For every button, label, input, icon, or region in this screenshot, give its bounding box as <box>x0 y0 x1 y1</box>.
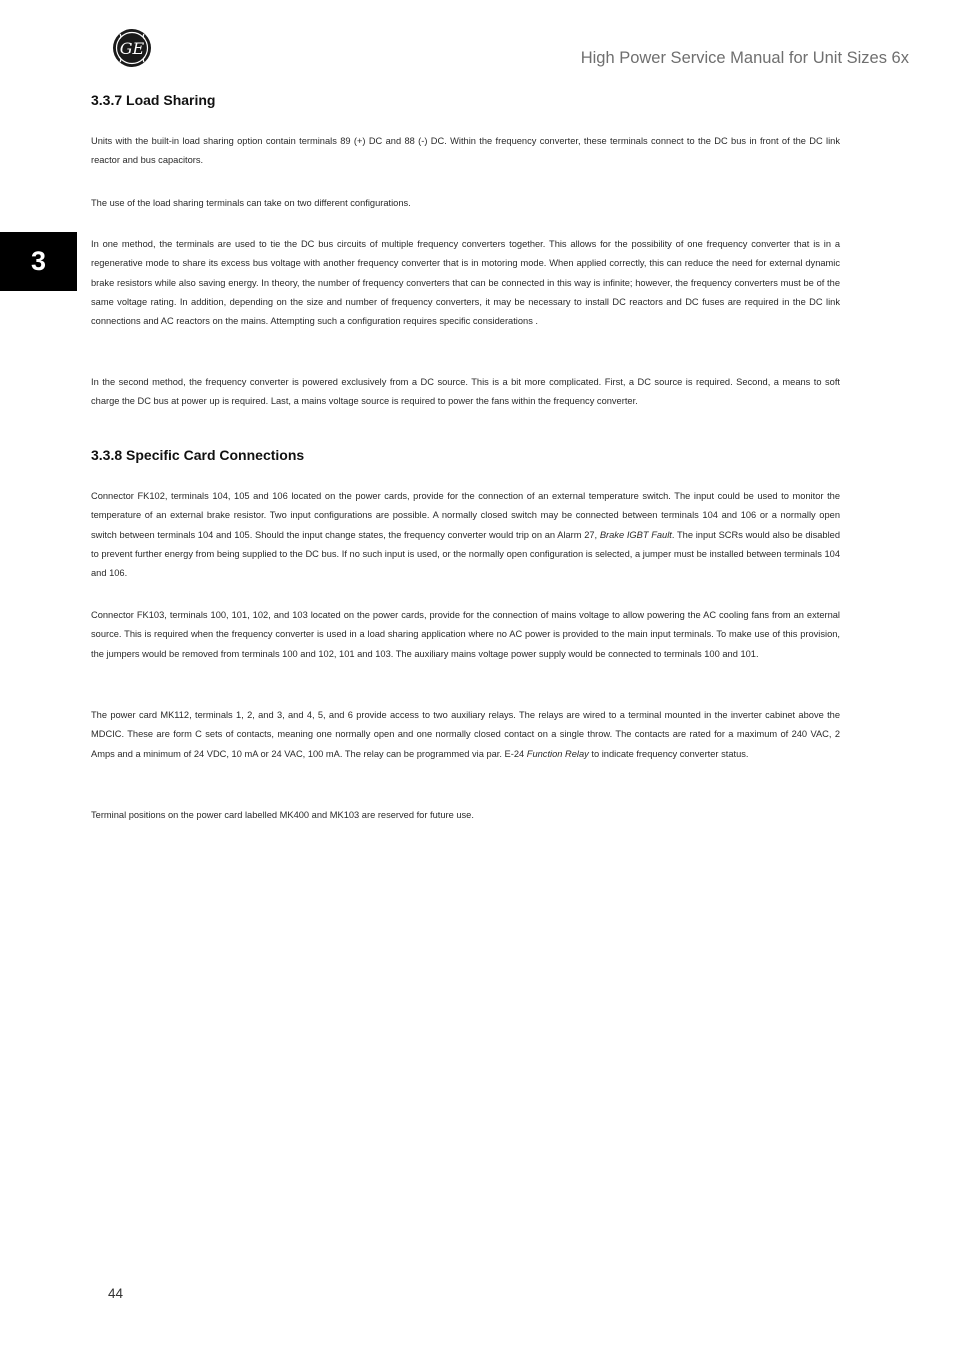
document-title: High Power Service Manual for Unit Sizes 6x <box>580 49 909 67</box>
paragraph: In one method, the terminals are used to tie the DC bus circuits of multiple frequency converters together. This allows for the possibility of one frequency converter that is in a regenerative mode to share its excess bus voltage with another frequency converter that is in motoring mode. When applied correctly, this can reduce the need for external dynamic brake resistors while also saving energy. In theory, the number of frequency converters that can be connected in this way is infinite; however, the frequency converters must be of the same voltage rating. In addition, depending on the size and number of frequency converters, it may be necessary to install DC reactors and DC fuses are required in the DC link connections and AC reactors on the mains. Attempting such a configuration requires specific considerations . <box>91 239 840 327</box>
ge-monogram-icon <box>112 28 152 68</box>
chapter-tab: 3 <box>0 232 77 291</box>
section-heading-specific-card-connections: 3.3.8 Specific Card Connections <box>91 447 305 463</box>
alarm-name: Brake IGBT Fault <box>599 529 672 540</box>
parameter-name: Function Relay <box>526 748 589 759</box>
paragraph: In the second method, the frequency converter is powered exclusively from a DC source. This is a bit more complicated. First, a DC source is required. Second, a means to soft charge the DC bus at power up is required. Last, a mains voltage source is required to power the fans within the frequency converter. <box>91 377 840 407</box>
paragraph-fk102: Connector FK102, terminals 104, 105 and 106 located on the power cards, provide for the connection of an external temperature switch. The input could be used to monitor the temperature of an external brake resistor. Two input configurations are possible. A normally closed switch may be connected between terminals 104 and 106 or a normally open switch between terminals 104 and 105. Should the input change states, the frequency converter would trip on an Alarm 27, Brake IGBT Fault. The input SCRs would also be disabled to prevent further energy from being supplied to the DC bus. If no such input is used, or the normally open configuration is selected, a jumper must be installed between terminals 104 and 106. <box>91 491 840 579</box>
paragraph-reserved-terminals: Terminal positions on the power card labelled MK400 and MK103 are reserved for future use. <box>91 810 474 820</box>
paragraph: Units with the built-in load sharing option contain terminals 89 (+) DC and 88 (-) DC. Within the frequency converter, these terminals connect to the DC bus in front of the DC link reactor and bus capacitors. <box>91 136 840 166</box>
paragraph-fk103: Connector FK103, terminals 100, 101, 102, and 103 located on the power cards, provide for the connection of mains voltage to allow powering the AC cooling fans from an external source. This is required when the frequency converter is used in a load sharing application where no AC power is provided to the main input terminals. To make use of this provision, the jumpers would be removed from terminals 100 and 102, 101 and 103. The auxiliary mains voltage power supply would be connected to terminals 100 and 101. <box>91 610 840 659</box>
paragraph-mk112: The power card MK112, terminals 1, 2, and 3, and 4, 5, and 6 provide access to two auxiliary relays. The relays are wired to a terminal mounted in the inverter cabinet above the MDCIC. These are form C sets of contacts, meaning one normally open and one normally closed contact on a single throw. The contacts are rated for a maximum of 240 VAC, 2 Amps and a minimum of 24 VDC, 10 mA or 24 VAC, 100 mA. The relay can be programmed via par. E-24 Function Relay to indicate frequency converter status. <box>91 710 840 759</box>
svg-text:GE: GE <box>119 39 145 58</box>
paragraph: The use of the load sharing terminals can take on two different configurations. <box>91 198 411 208</box>
section-heading-load-sharing: 3.3.7 Load Sharing <box>91 92 216 108</box>
page-number: 44 <box>108 1286 124 1301</box>
